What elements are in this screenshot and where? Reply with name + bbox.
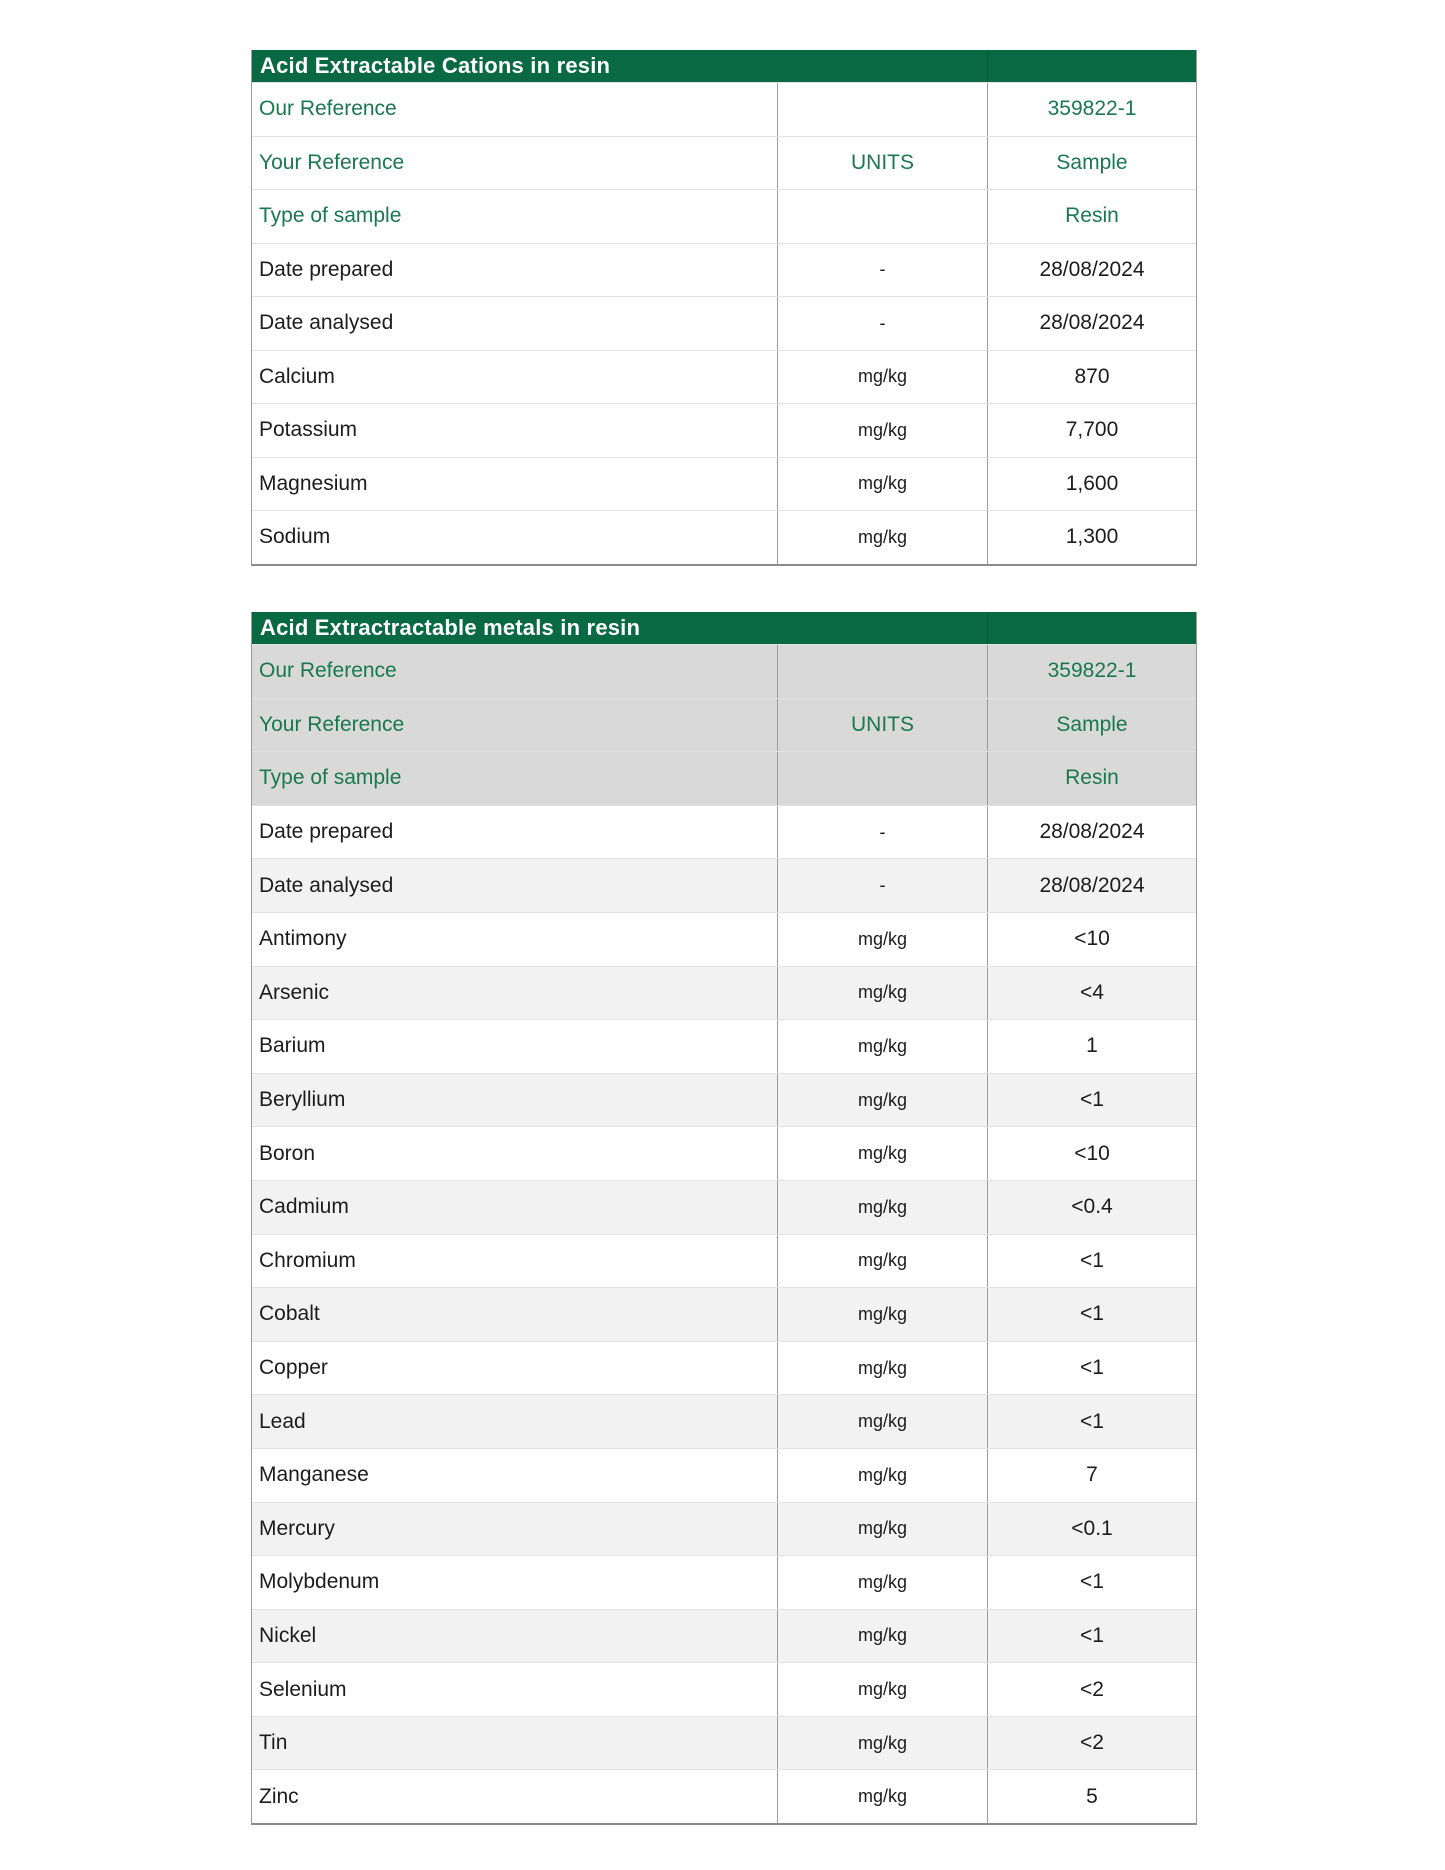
analyte-label: Lead — [252, 1395, 778, 1448]
value-cell: <1 — [1080, 1302, 1104, 1326]
value-cell: 5 — [1086, 1784, 1098, 1808]
units-cell: - — [778, 859, 988, 912]
analyte-label: Mercury — [252, 1503, 778, 1556]
analyte-label: Sodium — [252, 511, 778, 564]
analyte-label: Type of sample — [252, 190, 778, 243]
analyte-label: Date prepared — [252, 244, 778, 297]
table-row — [252, 966, 1196, 1020]
table-row — [252, 912, 1196, 966]
value-cell: <1 — [1080, 1409, 1104, 1433]
units-cell: mg/kg — [778, 967, 988, 1020]
table-row — [252, 1073, 1196, 1127]
table-row — [252, 457, 1196, 511]
value-cell: Resin — [1065, 204, 1119, 228]
value-cell: <1 — [1080, 1356, 1104, 1380]
value-cell: <0.1 — [1071, 1516, 1113, 1540]
value-cell: <1 — [1080, 1570, 1104, 1594]
value-cell: Resin — [1065, 766, 1119, 790]
table-row — [252, 136, 1196, 190]
table-row — [252, 243, 1196, 297]
value-cell: 28/08/2024 — [1039, 311, 1145, 335]
analyte-label: Your Reference — [252, 137, 778, 190]
units-cell: mg/kg — [778, 913, 988, 966]
value-cell: <1 — [1080, 1088, 1104, 1112]
units-cell: mg/kg — [778, 511, 988, 564]
table-row — [252, 1662, 1196, 1716]
analyte-label: Your Reference — [252, 699, 778, 752]
value-cell: <1 — [1080, 1623, 1104, 1647]
analyte-label: Zinc — [252, 1770, 778, 1823]
value-cell: 1,600 — [1065, 471, 1119, 495]
units-cell: mg/kg — [778, 1449, 988, 1502]
units-cell: UNITS — [778, 137, 988, 190]
value-cell: 28/08/2024 — [1039, 257, 1145, 281]
analyte-label: Manganese — [252, 1449, 778, 1502]
value-cell: 870 — [1074, 364, 1110, 388]
units-cell — [778, 83, 988, 136]
value-cell: Sample — [1056, 150, 1128, 174]
analyte-label: Arsenic — [252, 967, 778, 1020]
analyte-label: Magnesium — [252, 458, 778, 511]
analyte-label: Cobalt — [252, 1288, 778, 1341]
analyte-label: Nickel — [252, 1610, 778, 1663]
units-cell: mg/kg — [778, 1503, 988, 1556]
analyte-label: Our Reference — [252, 83, 778, 136]
acid-extractable-cations-table — [251, 50, 1197, 566]
table-row — [252, 698, 1196, 752]
analyte-label: Our Reference — [252, 645, 778, 698]
analyte-label: Chromium — [252, 1235, 778, 1288]
units-cell: mg/kg — [778, 1556, 988, 1609]
value-cell: 1,300 — [1065, 525, 1119, 549]
table-row — [252, 805, 1196, 859]
units-cell: mg/kg — [778, 1020, 988, 1073]
value-cell: 359822-1 — [1047, 97, 1137, 121]
value-cell: 359822-1 — [1047, 659, 1137, 683]
value-cell: <1 — [1080, 1248, 1104, 1272]
table-row — [252, 350, 1196, 404]
analyte-label: Type of sample — [252, 752, 778, 805]
value-cell: 28/08/2024 — [1039, 873, 1145, 897]
analyte-label: Cadmium — [252, 1181, 778, 1234]
units-cell: UNITS — [778, 699, 988, 752]
value-cell: <10 — [1074, 1141, 1110, 1165]
analyte-label: Potassium — [252, 404, 778, 457]
value-cell: 1 — [1086, 1034, 1098, 1058]
acid-extractable-metals-table — [251, 612, 1197, 1825]
units-cell: mg/kg — [778, 1127, 988, 1180]
units-cell: - — [778, 244, 988, 297]
value-cell: 28/08/2024 — [1039, 820, 1145, 844]
value-cell: <2 — [1080, 1677, 1104, 1701]
value-cell: <4 — [1080, 980, 1104, 1004]
units-cell: mg/kg — [778, 1342, 988, 1395]
table-row — [252, 1448, 1196, 1502]
analyte-label: Calcium — [252, 351, 778, 404]
value-cell: Sample — [1056, 712, 1128, 736]
analyte-label: Boron — [252, 1127, 778, 1180]
units-cell: mg/kg — [778, 1770, 988, 1823]
table-row — [252, 1394, 1196, 1448]
table-row — [252, 1716, 1196, 1770]
table-row — [252, 1341, 1196, 1395]
units-cell: mg/kg — [778, 1610, 988, 1663]
value-cell: <0.4 — [1071, 1195, 1113, 1219]
table-row — [252, 403, 1196, 457]
table-row — [252, 1769, 1196, 1823]
units-cell — [778, 752, 988, 805]
table-row — [252, 1287, 1196, 1341]
units-cell — [778, 190, 988, 243]
value-cell: <2 — [1080, 1731, 1104, 1755]
table-row — [252, 1609, 1196, 1663]
analyte-label: Beryllium — [252, 1074, 778, 1127]
units-cell: mg/kg — [778, 1074, 988, 1127]
table-row — [252, 1019, 1196, 1073]
table-row — [252, 510, 1196, 564]
table-row — [252, 296, 1196, 350]
analyte-label: Date analysed — [252, 859, 778, 912]
table-title: Acid Extractable Cations in resin — [252, 50, 1196, 82]
units-cell: - — [778, 806, 988, 859]
analyte-label: Copper — [252, 1342, 778, 1395]
analyte-label: Date analysed — [252, 297, 778, 350]
table-row — [252, 644, 1196, 698]
analyte-label: Selenium — [252, 1663, 778, 1716]
analyte-label: Tin — [252, 1717, 778, 1770]
table-row — [252, 751, 1196, 805]
value-cell: 7 — [1086, 1463, 1098, 1487]
table-row — [252, 858, 1196, 912]
value-cell: <10 — [1074, 927, 1110, 951]
table-row — [252, 1126, 1196, 1180]
units-cell: mg/kg — [778, 1181, 988, 1234]
analyte-label: Date prepared — [252, 806, 778, 859]
units-cell: mg/kg — [778, 1235, 988, 1288]
table-row — [252, 189, 1196, 243]
units-cell: mg/kg — [778, 1717, 988, 1770]
units-cell: mg/kg — [778, 458, 988, 511]
table-row — [252, 1502, 1196, 1556]
table-title: Acid Extractractable metals in resin — [252, 612, 1196, 644]
table-row — [252, 1234, 1196, 1288]
value-cell: 7,700 — [1065, 418, 1119, 442]
units-cell: mg/kg — [778, 1663, 988, 1716]
units-cell: - — [778, 297, 988, 350]
table-row — [252, 82, 1196, 136]
units-cell: mg/kg — [778, 1288, 988, 1341]
table-row — [252, 1180, 1196, 1234]
analyte-label: Antimony — [252, 913, 778, 966]
units-cell — [778, 645, 988, 698]
units-cell: mg/kg — [778, 1395, 988, 1448]
units-cell: mg/kg — [778, 404, 988, 457]
analyte-label: Molybdenum — [252, 1556, 778, 1609]
units-cell: mg/kg — [778, 351, 988, 404]
analyte-label: Barium — [252, 1020, 778, 1073]
table-row — [252, 1555, 1196, 1609]
